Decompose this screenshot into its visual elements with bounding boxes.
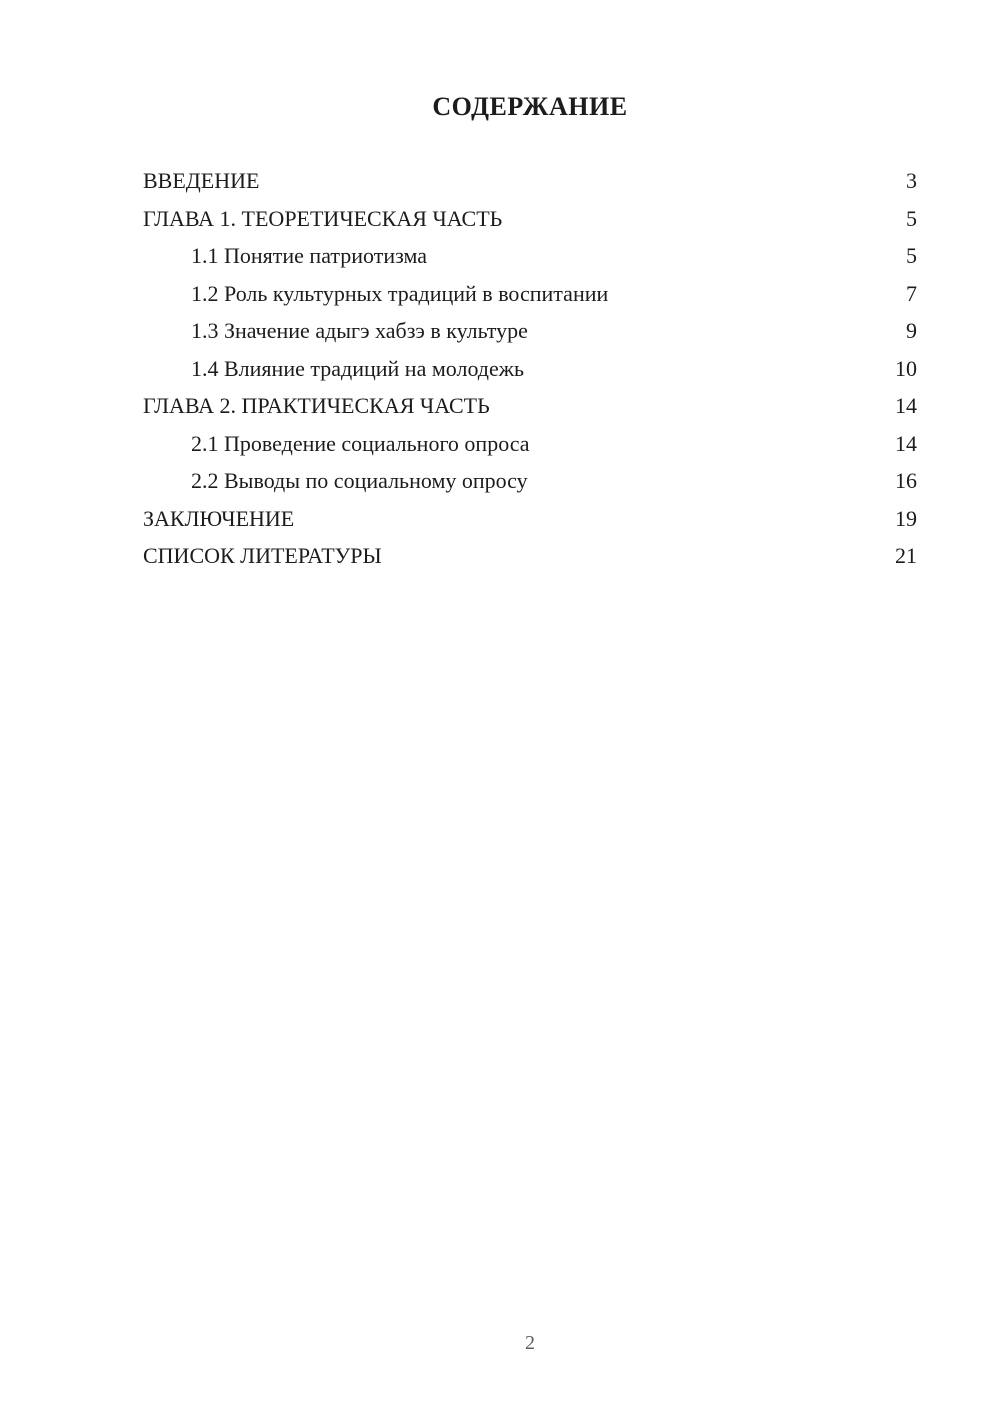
toc-entry-label: СПИСОК ЛИТЕРАТУРЫ bbox=[143, 543, 382, 568]
toc-row bbox=[143, 275, 917, 313]
toc-entry-page-number: 21 bbox=[895, 543, 917, 568]
toc-entry-label: 1.3 Значение адыгэ хабзэ в культуре bbox=[191, 318, 528, 343]
toc-row bbox=[143, 500, 917, 538]
toc-row bbox=[143, 425, 917, 463]
toc-entry-page-number: 9 bbox=[906, 318, 917, 343]
toc-entry-label: ГЛАВА 1. ТЕОРЕТИЧЕСКАЯ ЧАСТЬ bbox=[143, 205, 503, 231]
toc-entry-page-number: 10 bbox=[895, 355, 917, 381]
toc-entry-label: 1.1 Понятие патриотизма bbox=[191, 243, 428, 268]
toc-entry-page-number: 19 bbox=[895, 505, 917, 531]
toc-entry-label: ЗАКЛЮЧЕНИЕ bbox=[143, 505, 295, 531]
toc-entry-page-number: 7 bbox=[906, 280, 917, 306]
toc-entry-page-number: 5 bbox=[906, 205, 917, 231]
toc-row bbox=[143, 462, 917, 500]
toc-entry-page-number: 5 bbox=[906, 243, 917, 268]
toc-entry-page-number: 14 bbox=[895, 393, 917, 418]
toc-row bbox=[143, 237, 917, 275]
toc-row bbox=[143, 312, 917, 350]
toc-list bbox=[143, 162, 917, 575]
toc-entry-label: 1.4 Влияние традиций на молодежь bbox=[191, 355, 524, 381]
toc-entry-page-number: 16 bbox=[895, 468, 917, 493]
toc-entry-label: 2.2 Выводы по социальному опросу bbox=[191, 468, 528, 493]
page-title: СОДЕРЖАНИЕ bbox=[432, 92, 628, 121]
toc-entry-page-number: 3 bbox=[906, 168, 917, 193]
toc-entry-page-number: 14 bbox=[895, 430, 917, 456]
toc-row bbox=[143, 537, 917, 575]
page-number-footer: 2 bbox=[525, 1332, 535, 1354]
toc-entry-label: ГЛАВА 2. ПРАКТИЧЕСКАЯ ЧАСТЬ bbox=[143, 393, 490, 418]
toc-entry-label: 2.1 Проведение социального опроса bbox=[191, 430, 530, 456]
toc-row bbox=[143, 387, 917, 425]
toc-row bbox=[143, 350, 917, 388]
toc-row bbox=[143, 162, 917, 200]
toc-entry-label: 1.2 Роль культурных традиций в воспитании bbox=[191, 280, 609, 306]
toc-row bbox=[143, 200, 917, 238]
toc-entry-label: ВВЕДЕНИЕ bbox=[143, 168, 260, 193]
